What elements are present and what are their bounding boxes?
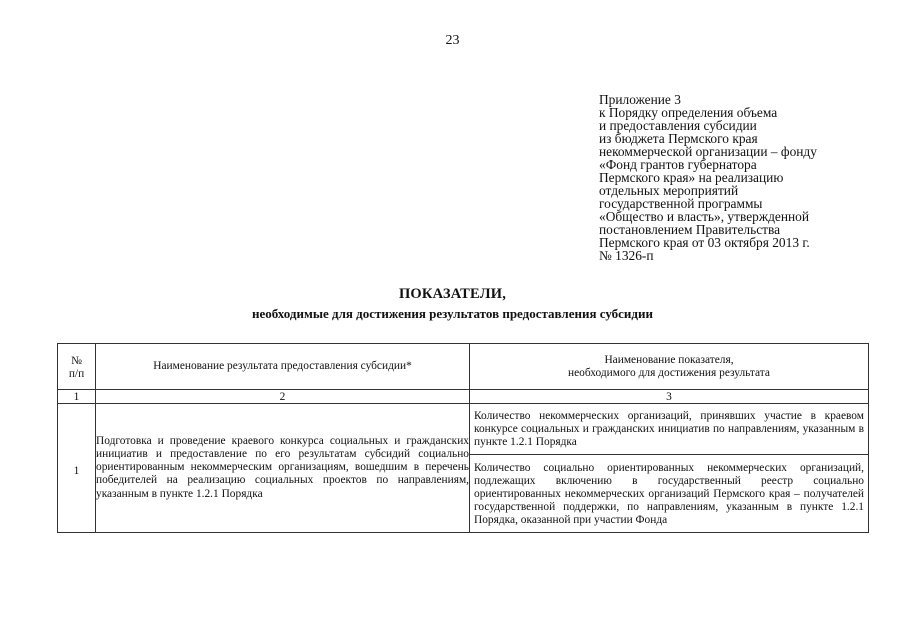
header-number-line: п/п [68, 367, 85, 380]
header-indicator-cell [470, 344, 869, 390]
appendix-line: государственной программы [599, 196, 763, 211]
appendix-line: «Фонд грантов губернатора [599, 157, 757, 172]
column-number: 1 [58, 390, 96, 404]
header-indicator-line: Наименование показателя, [604, 353, 734, 366]
header-result-label: Наименование результата предоставления субсидии* [153, 360, 412, 372]
indicators-table [57, 343, 869, 533]
appendix-line: «Общество и власть», утвержденной [599, 209, 810, 224]
appendix-header [599, 93, 899, 262]
header-indicator-line: необходимого для достижения результата [568, 366, 770, 379]
header-result-cell [96, 344, 470, 390]
row-number: 1 [58, 404, 96, 533]
column-number: 2 [96, 390, 470, 404]
header-number-cell [58, 344, 96, 390]
appendix-line: постановлением Правительства [599, 222, 781, 237]
appendix-line: из бюджета Пермского края [599, 131, 758, 146]
table-header-row [58, 344, 869, 390]
page-number: 23 [445, 33, 460, 48]
document-title: ПОКАЗАТЕЛИ, [398, 286, 507, 302]
appendix-line: Пермского края» на реализацию [599, 170, 784, 185]
document-subtitle: необходимые для достижения результатов предоставления субсидии [252, 306, 653, 321]
column-number: 3 [470, 390, 869, 404]
appendix-line: к Порядку определения объема [599, 105, 778, 120]
appendix-line: Приложение 3 [599, 92, 681, 107]
table-row [58, 404, 869, 533]
column-numbers-row [58, 390, 869, 404]
indicator-item: Количество некоммерческих организаций, принявших участие в краевом конкурсе социальных и гражданских инициатив по направлениям, указанным в пункте 1.2.1 Порядка [474, 410, 864, 449]
header-number-line: № [71, 354, 82, 367]
appendix-line: № 1326-п [599, 248, 654, 263]
appendix-line: Пермского края от 03 октября 2013 г. [599, 235, 810, 250]
appendix-line: некоммерческой организации – фонду [599, 144, 817, 159]
row-result: Подготовка и проведение краевого конкурса социальных и гражданских инициатив и предоставление по его результатам субсидий социально ориентированным некоммерческим организациям, вошедшим в перечень победителей на реализацию социальных проектов по направлениям, указанным в пункте 1.2.1 Порядка [96, 404, 470, 533]
row-indicators [470, 404, 869, 533]
appendix-line: отдельных мероприятий [599, 183, 739, 198]
appendix-line: и предоставления субсидии [599, 118, 757, 133]
indicator-item: Количество социально ориентированных некоммерческих организаций, подлежащих включению в государственный реестр социально ориентированных некоммерческих организаций Пермского края – получателей государственной поддержки, по направлениям, указанным в пункте 1.2.1 Порядка, оказанной при участии Фонда [470, 454, 868, 532]
